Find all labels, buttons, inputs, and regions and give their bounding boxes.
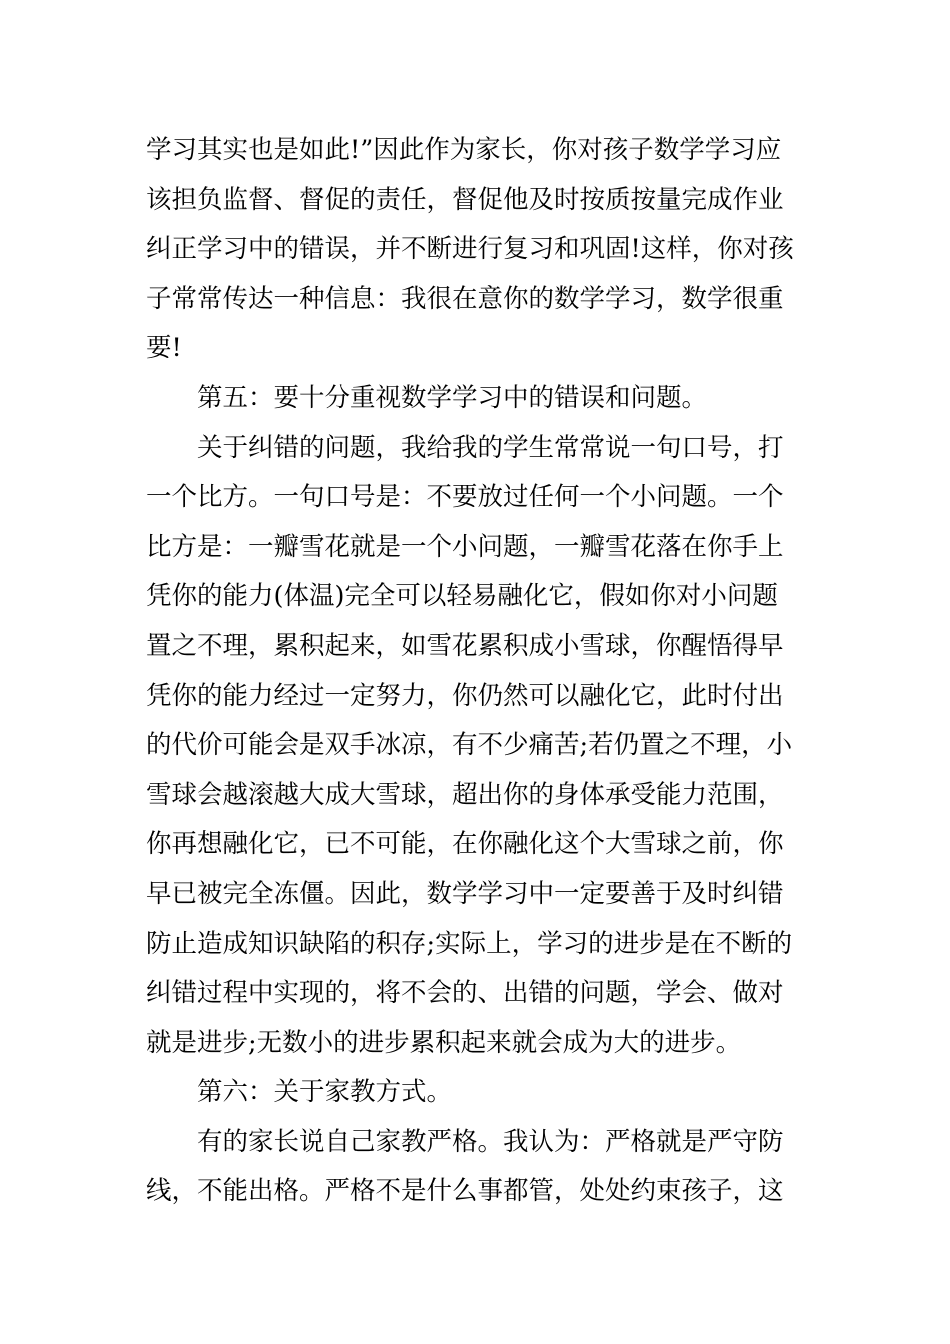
text-line: 比方是：一瓣雪花就是一个小问题，一瓣雪花落在你手上 (146, 531, 784, 562)
section-heading-6: 第六：关于家教方式。 (197, 1077, 453, 1108)
text-line: 一个比方。一句口号是：不要放过任何一个小问题。一个 (146, 482, 784, 513)
text-line: 该担负监督、督促的责任，督促他及时按质按量完成作业 (146, 184, 784, 215)
text-line: 线，不能出格。严格不是什么事都管，处处约束孩子，这 (146, 1176, 784, 1207)
text-line: 凭你的能力(体温)完全可以轻易融化它，假如你对小问题 (146, 581, 778, 612)
text-line: 子常常传达一种信息：我很在意你的数学学习，数学很重 (146, 283, 784, 314)
text-line: 就是进步;无数小的进步累积起来就会成为大的进步。 (146, 1027, 742, 1058)
text-line: 置之不理，累积起来，如雪花累积成小雪球，你醒悟得早 (146, 630, 784, 661)
text-line: 凭你的能力经过一定努力，你仍然可以融化它，此时付出 (146, 680, 784, 711)
text-line: 防止造成知识缺陷的积存;实际上，学习的进步是在不断的 (146, 928, 793, 959)
body-text (146, 126, 810, 1217)
section-heading-5: 第五：要十分重视数学学习中的错误和问题。 (197, 382, 708, 413)
text-line: 的代价可能会是双手冰凉，有不少痛苦;若仍置之不理，小 (146, 730, 793, 761)
text-line: 你再想融化它，已不可能，在你融化这个大雪球之前，你 (146, 829, 784, 860)
text-line: 要! (146, 333, 182, 364)
text-line: 早已被完全冻僵。因此，数学学习中一定要善于及时纠错 (146, 878, 784, 909)
text-line: 学习其实也是如此!”因此作为家长，你对孩子数学学习应 (146, 135, 782, 165)
text-line: 有的家长说自己家教严格。我认为：严格就是严守防 (197, 1126, 784, 1157)
text-line: 雪球会越滚越大成大雪球，超出你的身体承受能力范围， (146, 779, 784, 810)
text-line: 关于纠错的问题，我给我的学生常常说一句口号，打 (197, 432, 784, 463)
text-line: 纠正学习中的错误，并不断进行复习和巩固!这样，你对孩 (146, 234, 794, 265)
text-line: 纠错过程中实现的，将不会的、出错的问题，学会、做对 (146, 978, 784, 1009)
